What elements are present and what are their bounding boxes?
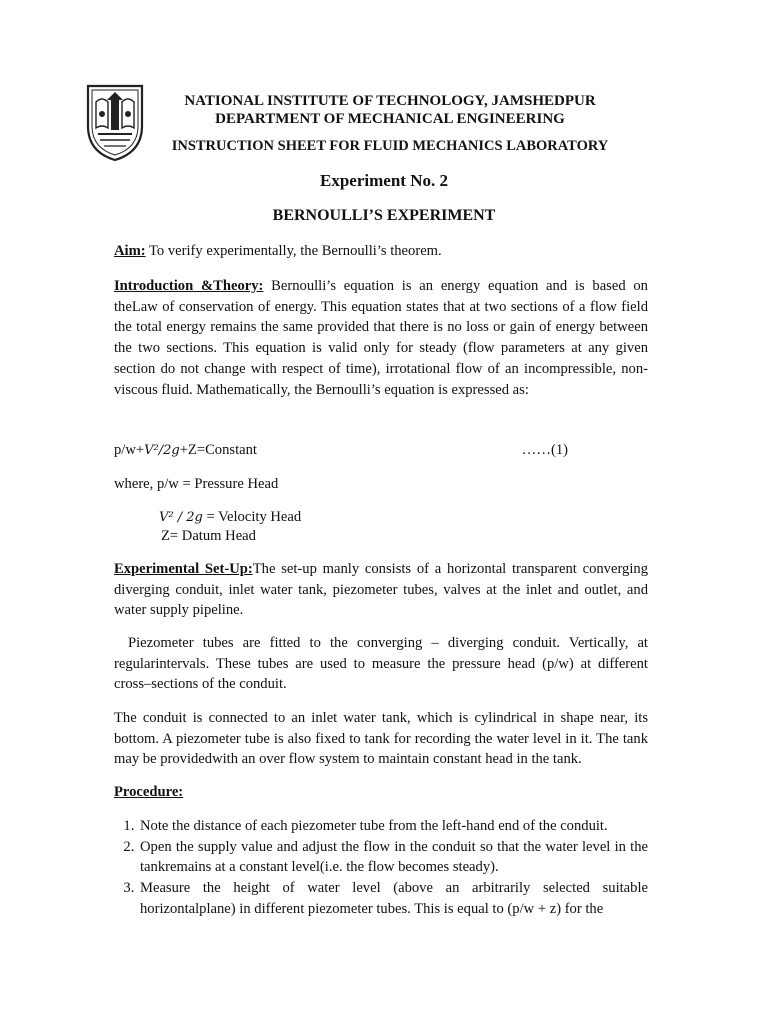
setup-label: Experimental Set-Up: [114,561,253,577]
procedure-step: 2. Open the supply value and adjust the flow in the conduit so that the water level in the tankremains at a constant level(i.e. the flow becomes steady). [138,837,648,878]
setup-paragraph [114,559,648,621]
procedure-heading [114,782,648,803]
instruction-sheet-title: INSTRUCTION SHEET FOR FLUID MECHANICS LABORATORY [171,138,609,154]
where-pressure-head: where, p/w = Pressure Head [114,476,279,492]
procedure-step: 3. Measure the height of water level (above an arbitrarily selected suitable horizontalplane) in different piezometer tubes. This is equal to (p/w + z) for the [138,878,648,919]
velocity-head-math: V² / 2g [159,510,203,525]
equation-prefix: p/w+ [114,442,145,458]
setup-text: The set-up manly consists of a horizontal transparent converging diverging conduit, inlet water tank, piezometer tubes, valves at the inlet and outlet, and water supply pipeline. [114,561,648,619]
procedure-label: Procedure: [114,784,184,800]
equation-velocity-term: V²/2g [144,443,180,458]
department-name: DEPARTMENT OF MECHANICAL ENGINEERING [215,111,565,127]
velocity-head-text: = Velocity Head [202,509,302,525]
intro-paragraph [114,276,648,400]
aim-paragraph [114,241,648,262]
piezometer-paragraph: Piezometer tubes are fitted to the converging – diverging conduit. Vertically, at regularintervals. These tubes are used to measure the pressure head (p/w) at different cross–sections of the conduit. [114,635,648,693]
equation-number: ……(1) [521,442,568,458]
intro-label: Introduction &Theory: [114,278,264,294]
experiment-title: BERNOULLI’S EXPERIMENT [272,207,496,224]
conduit-paragraph: The conduit is connected to an inlet water tank, which is cylindrical in shape near, its bottom. A piezometer tube is also fixed to tank for recording the water level in it. The tank may be providedwith an over flow system to maintain constant head in the tank. [114,710,648,768]
experiment-number: Experiment No. 2 [320,171,448,190]
intro-text: Bernoulli’s equation is an energy equation and is based on theLaw of conservation of energy. This equation states that at two sections of a flow field the total energy remains the same provided that there is no loss or gain of energy between the two sections. This equation is valid only for steady (flow parameters at any given section do not change with respect of time), irrotational flow of an incompressible, non-viscous fluid. Mathematically, the Bernoulli’s equation is expressed as: [114,278,648,398]
bernoulli-equation [114,442,648,459]
institute-logo [80,82,150,162]
procedure-step: 1. Note the distance of each piezometer tube from the left-hand end of the conduit. [138,816,648,837]
equation-suffix: +Z=Constant [179,442,257,458]
aim-text: To verify experimentally, the Bernoulli’s theorem. [145,243,442,259]
aim-label: Aim: [114,243,146,259]
procedure-list [114,816,648,920]
institute-name: NATIONAL INSTITUTE OF TECHNOLOGY, JAMSHEDPUR [184,93,596,109]
where-datum-head: Z= Datum Head [161,528,256,544]
